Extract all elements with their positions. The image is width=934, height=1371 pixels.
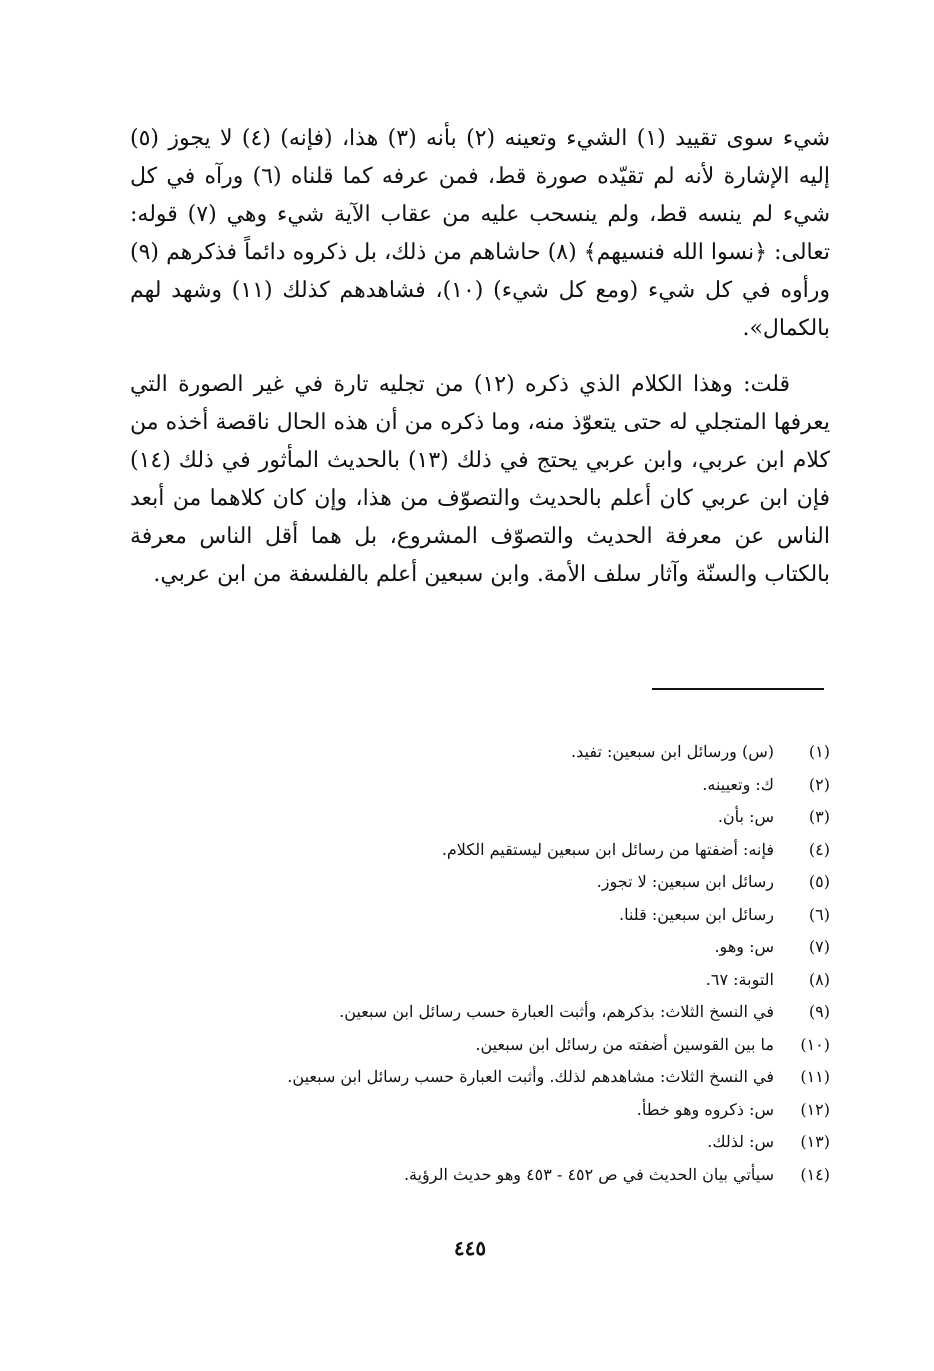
footnote-number: (٥) (808, 872, 830, 891)
footnote-item (100, 1159, 830, 1192)
footnote-number: (٩) (808, 1002, 830, 1021)
paragraph-indent (790, 372, 830, 397)
footnote-divider (652, 688, 824, 690)
footnote-number: (١٤) (800, 1164, 830, 1184)
footnote-text: س: ذكروه وهو خطأ. (636, 1099, 774, 1119)
footnote-number: (١٢) (800, 1099, 830, 1119)
footnote-number: (٣) (808, 807, 830, 826)
footnote-item (100, 1094, 830, 1127)
footnote-item (100, 834, 830, 867)
footnote-text: فإنه: أضفتها من رسائل ابن سبعين ليستقيم الكلام. (441, 839, 774, 859)
footnote-text: رسائل ابن سبعين: قلنا. (619, 904, 774, 924)
footnote-number: (٢) (808, 774, 830, 794)
footnote-text: (س) ورسائل ابن سبعين: تفيد. (571, 742, 774, 761)
main-paragraph: شيء سوى تقييد (١) الشيء وتعينه (٢) بأنه (٣) هذا، (فإنه) (٤) لا يجوز (٥) إليه الإشارة لأنه لم تقيّده صورة قط، فمن عرفه كما قلناه (٦) ورآه في كل شيء لم ينسه قط، ولم ينسحب عليه من عقاب الآية شيء وهي (٧) قوله: تعالى: ﴿نسوا الله فنسيهم﴾ (٨) حاشاهم من ذلك، بل ذكروه دائماً فذكرهم (٩) ورأوه في كل شيء (ومع كل شيء) (١٠)، فشاهدهم كذلك (١١) وشهد لهم بالكمال». (130, 126, 831, 341)
footnote-text: س: لذلك. (707, 1132, 774, 1151)
footnote-item (100, 899, 830, 932)
footnote-number: (٧) (808, 937, 830, 956)
paragraph-text: قلت: وهذا الكلام الذي ذكره (١٢) من تجليه تارة في غير الصورة التي يعرفها المتجلي له حتى يتعوّذ منه، وما ذكره من أن هذه الحال ناقصة أخذه من كلام ابن عربي، وابن عربي يحتج في ذلك (١٣) بالحديث المأثور في ذلك (١٤) فإن ابن عربي كان أعلم بالحديث والتصوّف من هذا، وإن كان كلاهما من أبعد الناس عن معرفة الحديث والتصوّف المشروع، بل هما أقل الناس معرفة بالكتاب والسنّة وآثار سلف الأمة. وابن سبعين أعلم بالفلسفة من ابن عربي. (130, 372, 830, 587)
footnote-item (100, 769, 830, 802)
footnote-item (100, 736, 830, 769)
footnote-item (100, 931, 830, 964)
footnote-number: (٨) (808, 969, 830, 989)
footnote-number: (١٣) (800, 1132, 830, 1151)
footnote-item (100, 866, 830, 899)
footnote-text: في النسخ الثلاث: بذكرهم، وأثبت العبارة حسب رسائل ابن سبعين. (339, 1002, 774, 1021)
footnote-item (100, 996, 830, 1029)
footnotes-list (100, 736, 830, 1191)
footnote-number: (١٠) (800, 1034, 830, 1054)
footnote-text: رسائل ابن سبعين: لا تجوز. (596, 872, 774, 891)
footnote-item (100, 1029, 830, 1062)
footnote-item (100, 964, 830, 997)
footnote-text: س: بأن. (717, 807, 774, 826)
footnote-text: سيأتي بيان الحديث في ص ٤٥٢ - ٤٥٣ وهو حديث الرؤية. (403, 1164, 774, 1184)
footnote-item (100, 1061, 830, 1094)
footnote-text: في النسخ الثلاث: مشاهدهم لذلك. وأثبت العبارة حسب رسائل ابن سبعين. (287, 1067, 774, 1086)
footnote-text: ك: وتعيينه. (702, 774, 774, 794)
footnote-item (100, 801, 830, 834)
footnote-number: (١١) (800, 1067, 830, 1086)
footnote-number: (١) (808, 742, 830, 761)
footnote-item (100, 1126, 830, 1159)
footnote-text: ما بين القوسين أضفته من رسائل ابن سبعين. (475, 1034, 774, 1054)
footnote-number: (٤) (808, 839, 830, 859)
footnote-number: (٦) (808, 904, 830, 924)
footnote-text: س: وهو. (714, 937, 774, 956)
footnote-text: التوبة: ٦٧. (705, 969, 774, 989)
main-paragraph-qult (130, 366, 830, 594)
page-number: ٤٤٥ (453, 1236, 487, 1260)
